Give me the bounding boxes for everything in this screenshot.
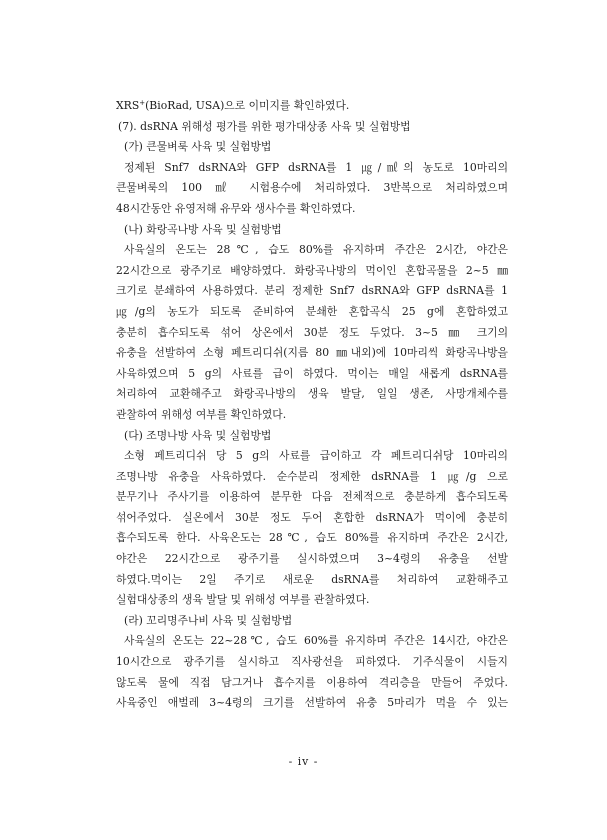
text-line: 정제된 Snf7 dsRNA와 GFP dsRNA를 1 ㎍/㎖의 농도로 10마리의 (124, 160, 508, 174)
text-line: 하였다.먹이는 2일 주기로 새로운 dsRNA를 처리하여 교환해주고 (116, 572, 508, 586)
text-line: 충분히 흡수되도록 섞어 상온에서 30분 정도 두었다. 3~5 ㎜ 크기의 (116, 325, 508, 339)
text-line: 관찰하여 위해성 여부를 확인하였다. (116, 407, 287, 421)
text-line: 사육실의 온도는 28℃, 습도 80%를 유지하며 주간은 2시간, 야간은 (124, 243, 508, 257)
text-line: 유충을 선발하여 소형 페트리디쉬(지름 80 ㎜내외)에 10마리씩 화랑곡나방을 (116, 346, 508, 360)
text-line: 실험대상종의 생육 발달 및 위해성 여부를 관찰하였다. (116, 593, 370, 607)
text-line: 사육중인 애벌레 3~4령의 크기를 선발하여 유충 5마리가 먹을 수 있는 (116, 696, 508, 710)
text-line: 소형 페트리디쉬 당 5 g의 사료를 급이하고 각 페트리디쉬당 10마리의 (124, 449, 508, 463)
section-heading: (7). dsRNA 위해성 평가를 위한 평가대상종 사육 및 실험방법 (118, 119, 411, 133)
subsection-heading: (다) 조명나방 사육 및 실험방법 (124, 428, 272, 442)
text-fragment: (BioRad, USA)으로 이미지를 확인하였다. (145, 99, 350, 112)
text-line: 흡수되도록 한다. 사육온도는 28℃, 습도 80%를 유지하며 주간은 2시간, (116, 531, 508, 545)
text-line: 10시간으로 광주기를 실시하고 직사광선을 피하였다. 기주식물이 시들지 (116, 655, 508, 669)
subsection-heading: (가) 큰물벼룩 사육 및 실험방법 (124, 140, 272, 154)
text-line: 처리하여 교환해주고 화랑곡나방의 생육 발달, 일일 생존, 사망개체수를 (116, 387, 508, 401)
subsection-heading: (라) 꼬리명주나비 사육 및 실험방법 (124, 613, 293, 627)
text-line: 사육실의 온도는 22~28℃, 습도 60%를 유지하며 주간은 14시간, 야간은 (124, 634, 508, 648)
text-line: 섞어주었다. 실온에서 30분 정도 두어 혼합한 dsRNA가 먹이에 충분히 (116, 510, 508, 524)
text-line: 야간은 22시간으로 광주기를 실시하였으며 3~4령의 유충을 선발 (116, 552, 508, 566)
text-line: 22시간으로 광주기로 배양하였다. 화랑곡나방의 먹이인 혼합곡물을 2~5 ㎜ (116, 263, 508, 277)
text-line: ㎍/g의 농도가 되도록 준비하여 분쇄한 혼합곡식 25 g에 혼합하였고 (116, 304, 508, 318)
text-line: 않도록 물에 직접 담그거나 흡수지를 이용하여 격리층을 만들어 주었다. (116, 675, 508, 689)
text-line: 사육하였으며 5 g의 사료를 급이 하였다. 먹이는 매일 새롭게 dsRNA를 (116, 366, 508, 380)
superscript: + (139, 99, 146, 107)
text-line: 크기로 분쇄하여 사용하였다. 분리 정제한 Snf7 dsRNA와 GFP dsRNA를 1 (116, 284, 508, 298)
text-line: 분무기나 주사기를 이용하여 분무한 다음 전체적으로 충분하게 흡수되도록 (116, 490, 508, 504)
body-text (116, 96, 508, 714)
text-line (116, 96, 508, 117)
text-line: 큰물벼룩의 100 ㎖ 시험용수에 처리하였다. 3반복으로 처리하였으며 (116, 181, 508, 195)
subsection-heading: (나) 화랑곡나방 사육 및 실험방법 (124, 222, 282, 236)
text-line: 48시간동안 유영저해 유무와 생사수를 확인하였다. (116, 201, 356, 215)
text-line: 조명나방 유충을 사육하였다. 순수분리 정제한 dsRNA를 1 ㎍/g 으로 (116, 469, 508, 483)
text-fragment: XRS (116, 99, 140, 112)
page-number: - iv - (288, 755, 319, 768)
